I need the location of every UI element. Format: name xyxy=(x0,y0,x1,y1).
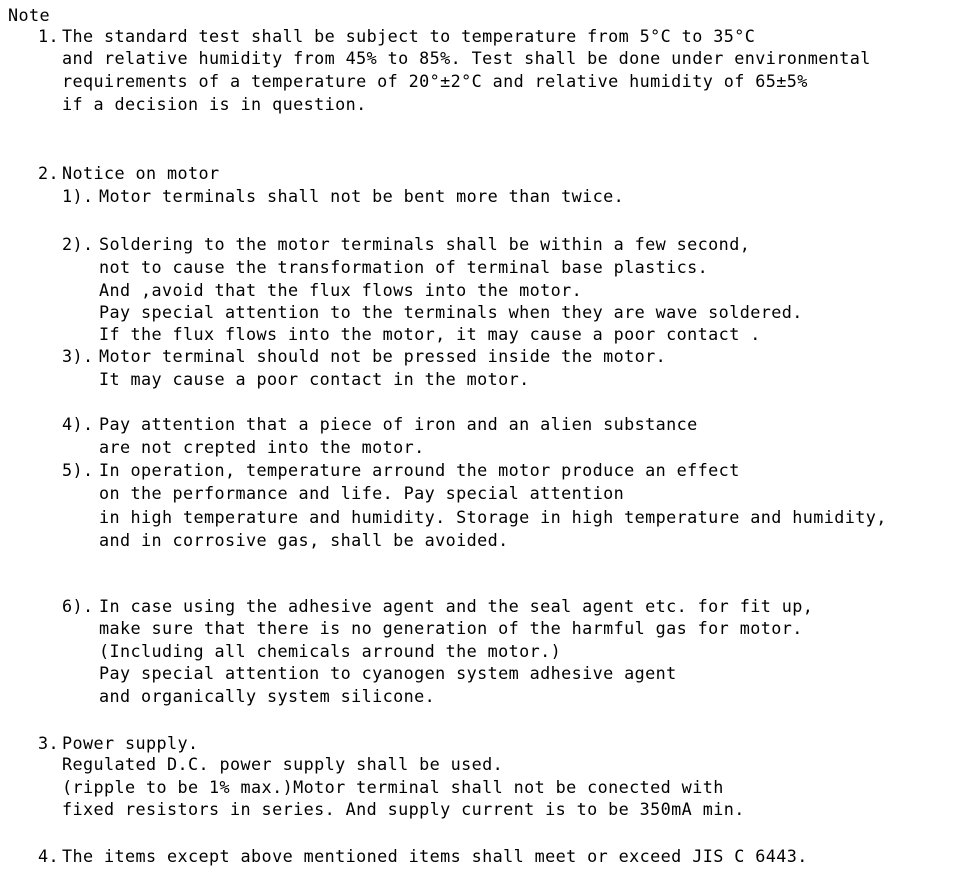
subitem-text-line: Pay attention that a piece of iron and an alien substance xyxy=(99,414,698,434)
subitem-text-line: on the performance and life. Pay special attention xyxy=(99,483,625,503)
subitem-text-line: not to cause the transformation of terminal base plastics. xyxy=(99,257,709,277)
subitem-text-line: And ,avoid that the flux flows into the motor. xyxy=(99,280,583,300)
subitem-text-line: Pay special attention to cyanogen system adhesive agent xyxy=(99,663,677,683)
item-text-line: Regulated D.C. power supply shall be used. xyxy=(62,754,504,774)
item-text-line: and relative humidity from 45% to 85%. Test shall be done under environmental xyxy=(62,48,871,68)
subitem-number: 1). xyxy=(62,186,94,206)
item-number: 4. xyxy=(38,846,60,866)
subitem-number: 6). xyxy=(62,596,94,616)
subitem-text-line: in high temperature and humidity. Storage in high temperature and humidity, xyxy=(99,507,887,527)
subitem-text-line: Pay special attention to the terminals when they are wave soldered. xyxy=(99,302,803,322)
subitem-text-line: (Including all chemicals arround the motor.) xyxy=(99,641,562,661)
subitem-text-line: and organically system silicone. xyxy=(99,686,436,706)
item-title: Power supply. xyxy=(62,733,199,753)
subitem-text-line: If the flux flows into the motor, it may cause a poor contact . xyxy=(99,324,761,344)
subitem-text-line: and in corrosive gas, shall be avoided. xyxy=(99,530,509,550)
item-text-line: The standard test shall be subject to temperature from 5°C to 35°C xyxy=(62,26,756,46)
subitem-text-line: are not crepted into the motor. xyxy=(99,437,425,457)
item-number: 1. xyxy=(38,26,60,46)
item-text-line: (ripple to be 1% max.)Motor terminal shall not be conected with xyxy=(62,777,724,797)
item-number: 3. xyxy=(38,733,60,753)
subitem-text-line: In operation, temperature arround the motor produce an effect xyxy=(99,460,740,480)
subitem-text-line: Motor terminals shall not be bent more than twice. xyxy=(99,186,625,206)
subitem-text-line: make sure that there is no generation of the harmful gas for motor. xyxy=(99,618,803,638)
subitem-number: 2). xyxy=(62,234,94,254)
item-text-line: The items except above mentioned items shall meet or exceed JIS C 6443. xyxy=(62,846,808,866)
note-heading: Note xyxy=(8,5,51,25)
item-text-line: requirements of a temperature of 20°±2°C and relative humidity of 65±5% xyxy=(62,71,808,91)
subitem-text-line: In case using the adhesive agent and the seal agent etc. for fit up, xyxy=(99,596,814,616)
item-text-line: if a decision is in question. xyxy=(62,94,367,114)
item-number: 2. xyxy=(38,163,60,183)
subitem-number: 5). xyxy=(62,460,94,480)
subitem-text-line: Motor terminal should not be pressed inside the motor. xyxy=(99,346,667,366)
item-title: Notice on motor xyxy=(62,163,220,183)
subitem-number: 4). xyxy=(62,414,94,434)
subitem-text-line: Soldering to the motor terminals shall be within a few second, xyxy=(99,234,751,254)
subitem-text-line: It may cause a poor contact in the motor. xyxy=(99,369,530,389)
item-text-line: fixed resistors in series. And supply current is to be 350mA min. xyxy=(62,799,745,819)
subitem-number: 3). xyxy=(62,346,94,366)
